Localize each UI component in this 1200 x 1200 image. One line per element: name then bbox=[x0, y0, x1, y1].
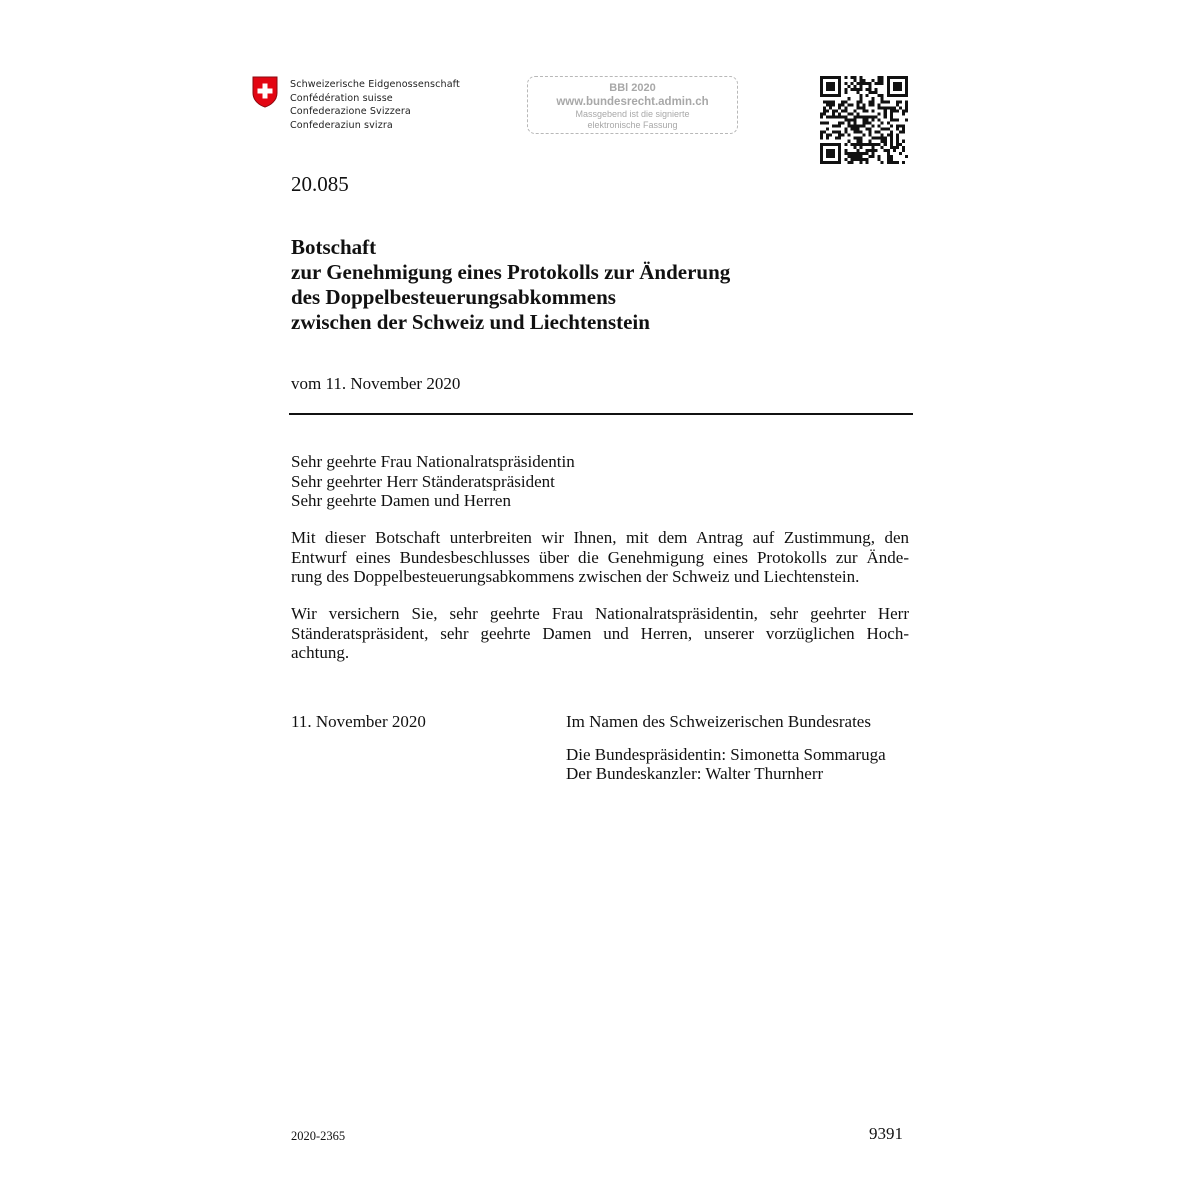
stamp-note-line-1: Massgebend ist die signierte bbox=[575, 109, 690, 119]
paragraph-line: achtung. bbox=[291, 643, 350, 663]
signature-block bbox=[566, 712, 886, 784]
footer-document-code: 2020-2365 bbox=[291, 1129, 346, 1143]
salutation-line: Sehr geehrter Herr Ständeratspräsident bbox=[291, 471, 555, 491]
president-line: Die Bundespräsidentin: Simonetta Sommaruga bbox=[566, 744, 886, 764]
stamp-note-line-2: elektronische Fassung bbox=[587, 120, 678, 130]
document-date: vom 11. November 2020 bbox=[291, 374, 461, 393]
paragraph-line: rung des Doppelbesteuerungsabkommens zwischen der Schweiz und Liechtenstein. bbox=[291, 567, 860, 587]
signature-date: 11. November 2020 bbox=[291, 712, 426, 731]
agency-name-de: Schweizerische Eidgenossenschaft bbox=[290, 79, 460, 90]
paragraph-line: Mit dieser Botschaft unterbreiten wir Ihnen, mit dem Antrag auf Zustimmung, den bbox=[291, 528, 909, 547]
agency-name-fr: Confédération suisse bbox=[290, 92, 393, 104]
qr-code-icon bbox=[820, 76, 908, 164]
document-number: 20.085 bbox=[291, 172, 349, 196]
stamp-website: www.bundesrecht.admin.ch bbox=[556, 96, 709, 108]
title-line: zur Genehmigung eines Protokolls zur Änderung bbox=[291, 260, 731, 284]
salutation-line: Sehr geehrte Frau Nationalratspräsidentin bbox=[291, 452, 575, 471]
paragraph-line: Wir versichern Sie, sehr geehrte Frau Nationalratspräsidentin, sehr geehrter Herr bbox=[291, 604, 909, 623]
on-behalf-line: Im Namen des Schweizerischen Bundesrates bbox=[566, 712, 871, 731]
paragraph-line: Ständeratspräsident, sehr geehrte Damen und Herren, unserer vorzüglichen Hoch- bbox=[291, 623, 909, 643]
body-paragraph bbox=[291, 528, 909, 587]
stamp-bbl-reference: BBl 2020 bbox=[609, 82, 656, 94]
swiss-cross-shield-icon bbox=[252, 76, 278, 108]
agency-name-it: Confederazione Svizzera bbox=[290, 106, 411, 118]
title-line: zwischen der Schweiz und Liechtenstein bbox=[291, 310, 650, 334]
chancellor-line: Der Bundeskanzler: Walter Thurnherr bbox=[566, 764, 824, 784]
salutation-line: Sehr geehrte Damen und Herren bbox=[291, 491, 511, 511]
official-version-stamp bbox=[527, 76, 738, 134]
document-title bbox=[291, 235, 730, 335]
closing-paragraph bbox=[291, 604, 909, 663]
agency-names bbox=[290, 78, 460, 132]
title-line: des Doppelbesteuerungsabkommens bbox=[291, 285, 616, 309]
page-number: 9391 bbox=[869, 1124, 903, 1143]
salutation bbox=[291, 452, 575, 511]
title-line: Botschaft bbox=[291, 235, 377, 259]
agency-name-rm: Confederaziun svizra bbox=[290, 119, 393, 131]
horizontal-divider bbox=[289, 413, 913, 415]
paragraph-line: Entwurf eines Bundesbeschlusses über die Genehmigung eines Protokolls zur Ände- bbox=[291, 547, 909, 567]
